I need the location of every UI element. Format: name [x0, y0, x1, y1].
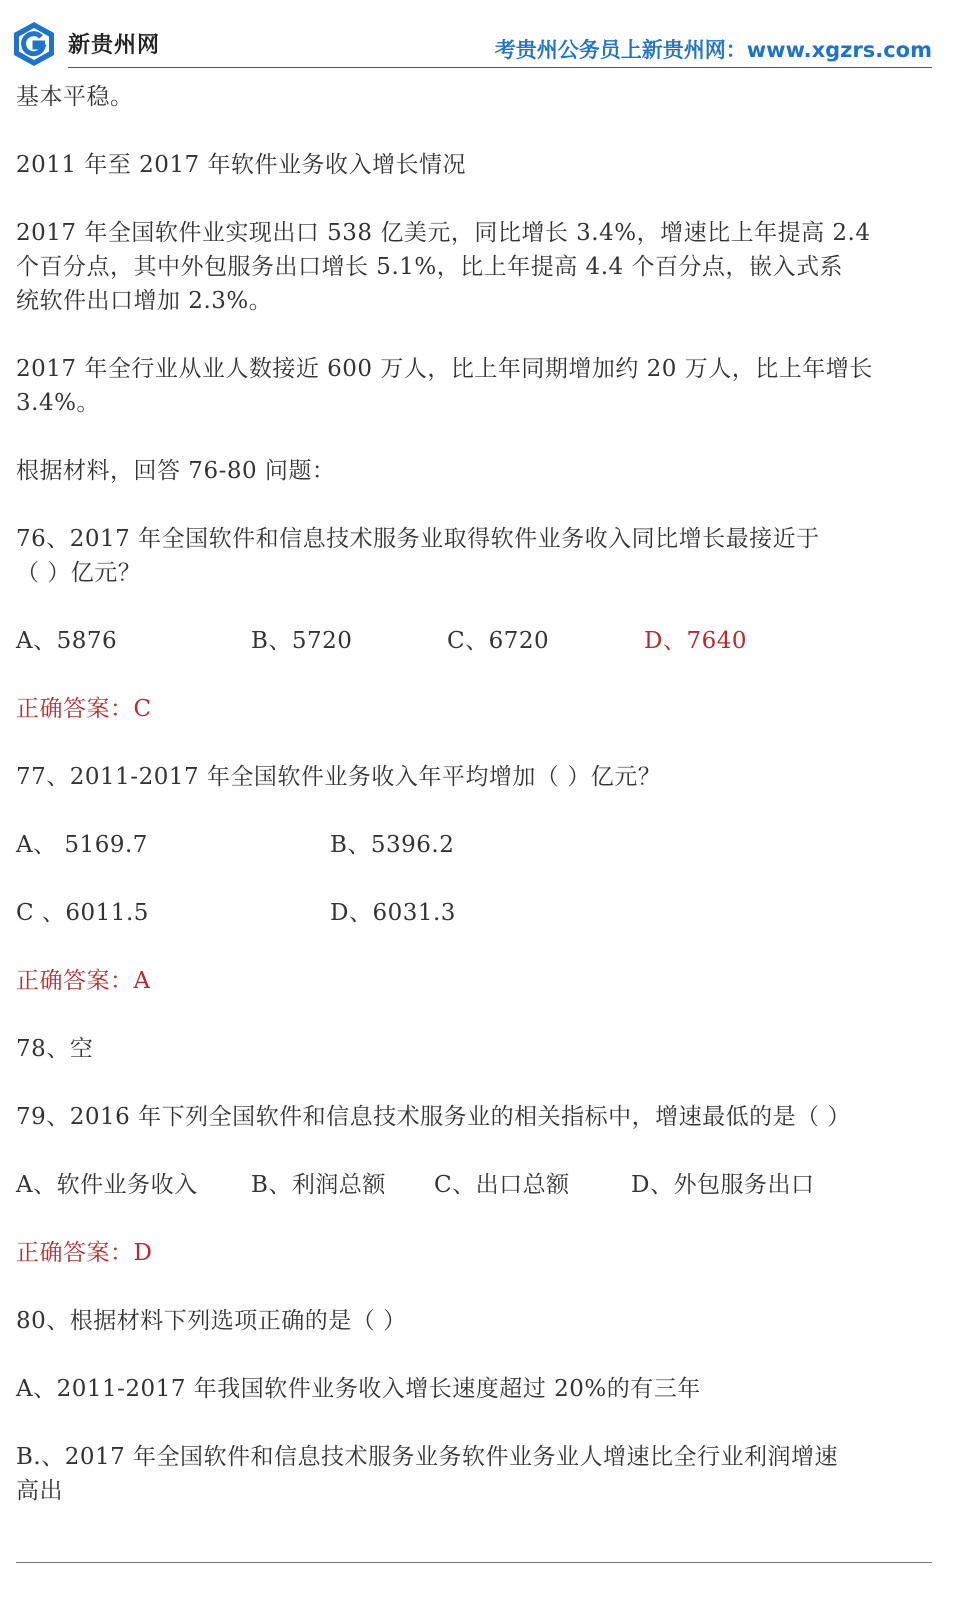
question-77: 77、2011-2017 年全国软件业务收入年平均增加（ ）亿元？	[16, 764, 662, 790]
question-78: 78、空	[16, 1036, 94, 1062]
option-d: D、7640	[644, 628, 747, 654]
paragraph-line: 2017 年全国软件业实现出口 538 亿美元，同比增长 3.4%，增速比上年提高 2.4	[16, 220, 871, 246]
paragraph-line: 3.4%。	[16, 390, 100, 416]
q76-options	[16, 624, 926, 658]
xgzw-logo-icon	[10, 20, 58, 68]
page-header	[0, 0, 977, 72]
q80-option-b: B.、2017 年全国软件和信息技术服务业务软件业务业人增速比全行业利润增速	[16, 1444, 839, 1470]
option-d: D、6031.3	[330, 900, 456, 926]
option-c: C、出口总额	[434, 1172, 570, 1198]
q79-options	[16, 1168, 926, 1202]
option-b: B、5720	[251, 628, 353, 654]
chart-caption: 2011 年至 2017 年软件业务收入增长情况	[16, 152, 466, 178]
q80-option-a: A、2011-2017 年我国软件业务收入增长速度超过 20%的有三年	[16, 1376, 701, 1402]
q79-answer: 正确答案：D	[16, 1240, 153, 1266]
instruction: 根据材料，回答 76-80 问题：	[16, 458, 336, 484]
site-logo-text: 新贵州网	[68, 33, 161, 58]
paragraph-line: 统软件出口增加 2.3%。	[16, 288, 273, 314]
question-76: 76、2017 年全国软件和信息技术服务业取得软件业务收入同比增长最接近于	[16, 526, 820, 552]
header-divider	[68, 67, 932, 68]
option-d: D、外包服务出口	[631, 1172, 815, 1198]
question-76-cont: （ ）亿元？	[16, 560, 142, 586]
footer-divider	[16, 1562, 932, 1563]
paragraph-line: 2017 年全行业从业人数接近 600 万人，比上年同期增加约 20 万人，比上年增长	[16, 356, 873, 382]
q77-options-row2	[16, 896, 926, 930]
document-body	[16, 80, 926, 1508]
question-80: 80、根据材料下列选项正确的是（ ）	[16, 1308, 407, 1334]
option-a: A、软件业务收入	[16, 1172, 198, 1198]
q77-answer: 正确答案：A	[16, 968, 151, 994]
option-c: C 、6011.5	[16, 900, 149, 926]
header-tagline: 考贵州公务员上新贵州网：www.xgzrs.com	[494, 38, 932, 62]
q77-options-row1	[16, 828, 926, 862]
option-a: A、 5169.7	[16, 832, 148, 858]
paragraph-line: 个百分点，其中外包服务出口增长 5.1%，比上年提高 4.4 个百分点，嵌入式系	[16, 254, 843, 280]
q80-option-b-cont: 高出	[16, 1478, 63, 1504]
question-79: 79、2016 年下列全国软件和信息技术服务业的相关指标中，增速最低的是（ ）	[16, 1104, 851, 1130]
option-b: B、5396.2	[330, 832, 455, 858]
option-a: A、5876	[16, 628, 118, 654]
paragraph: 基本平稳。	[16, 84, 134, 110]
q76-answer: 正确答案：C	[16, 696, 152, 722]
option-c: C、6720	[447, 628, 550, 654]
option-b: B、利润总额	[251, 1172, 386, 1198]
